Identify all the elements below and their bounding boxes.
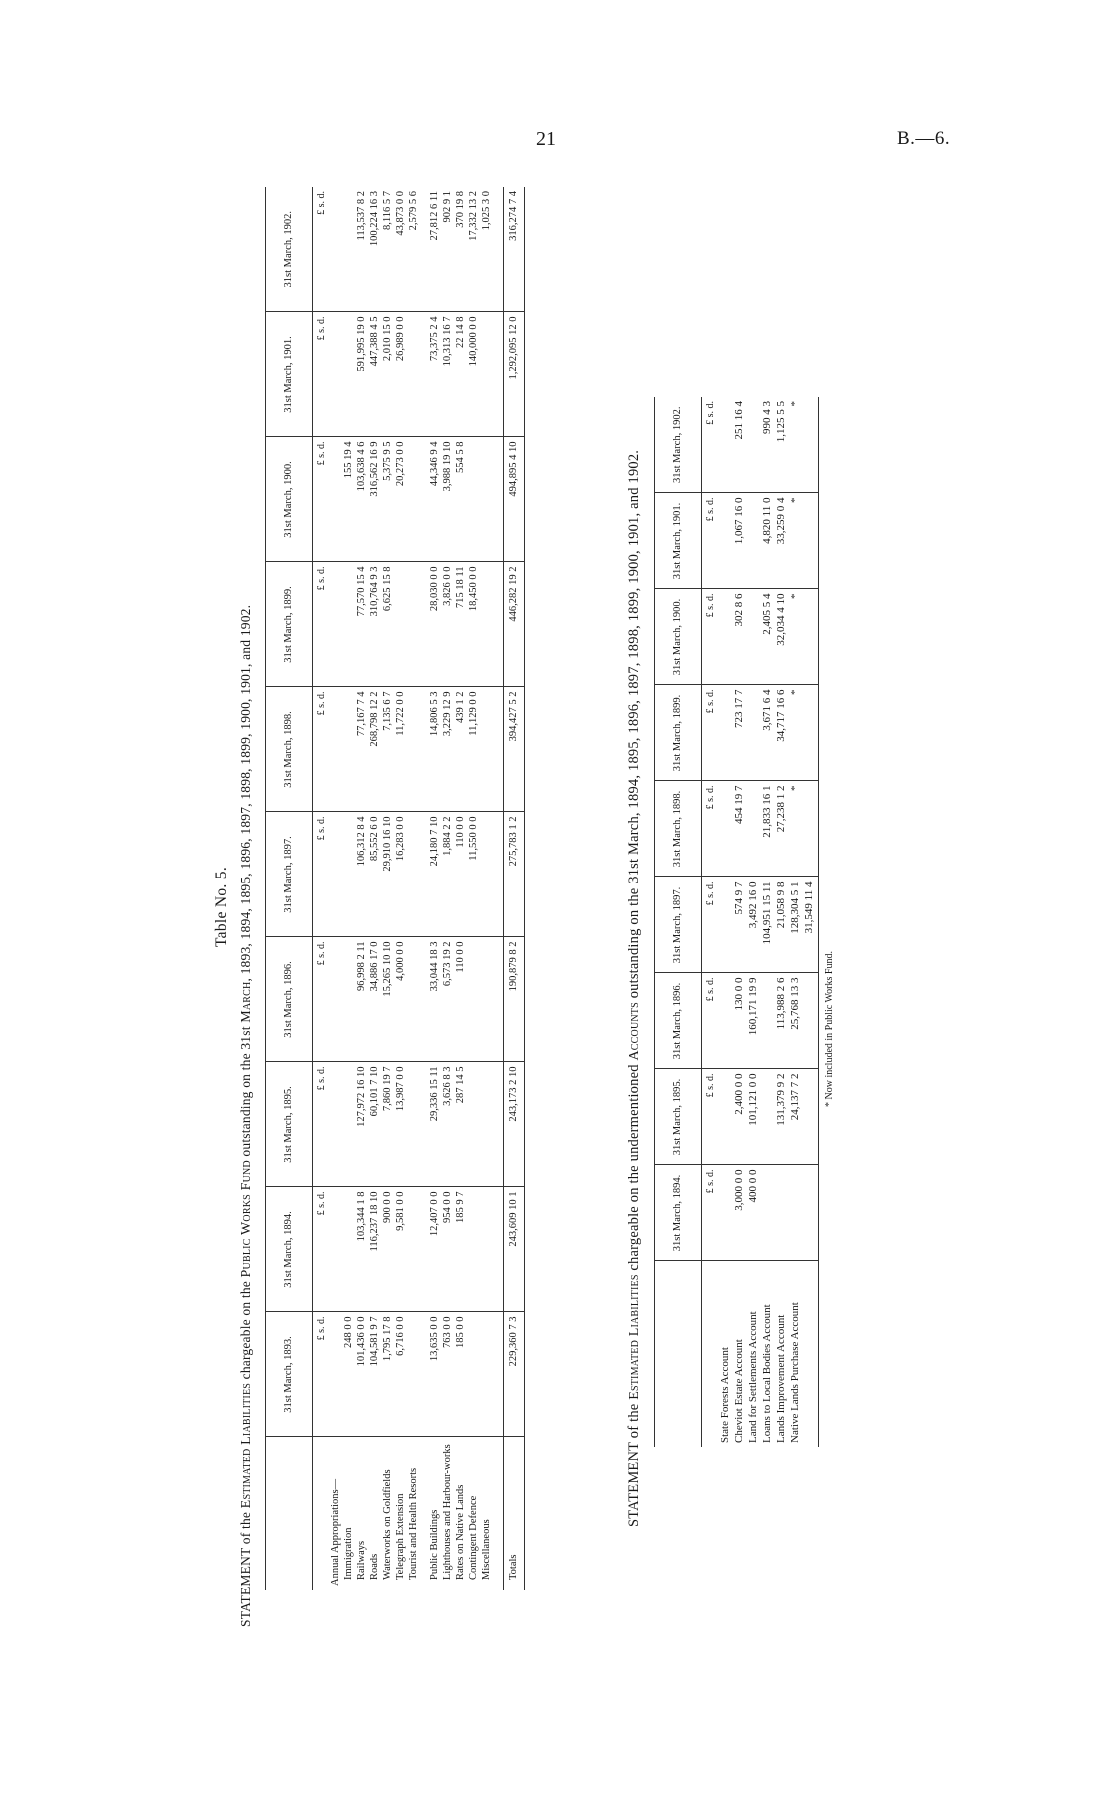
value-cell: 27,238 1 2	[776, 781, 790, 877]
value-cell: 3,000 0 0	[734, 1165, 748, 1261]
spacer-cell	[495, 937, 504, 1062]
value-cell	[482, 312, 495, 437]
value-cell: 2,405 5 4	[762, 589, 776, 685]
value-cell: 248 0 0	[344, 1312, 357, 1437]
value-cell: 3,988 19 10	[443, 437, 456, 562]
group-label: Annual Appropriations—	[330, 1478, 341, 1586]
table-row	[748, 397, 762, 1447]
value-cell	[762, 973, 776, 1069]
units-label-cell	[313, 1437, 332, 1590]
value-cell: 110 0 0	[456, 937, 469, 1062]
units-cell: £ s. d.	[313, 1312, 332, 1437]
spacer-cell	[495, 437, 504, 562]
value-cell: 554 5 8	[456, 437, 469, 562]
value-cell: 25,768 13 3	[790, 973, 804, 1069]
value-cell: 96,998 2 11	[357, 937, 370, 1062]
totals-label: Totals	[504, 1437, 525, 1590]
table-row	[344, 187, 357, 1590]
value-cell: 101,121 0 0	[748, 1069, 762, 1165]
column-header: 31st March, 1896.	[654, 973, 701, 1069]
value-cell: 104,581 9 7	[370, 1312, 383, 1437]
total-cell: 446,282 19 2	[504, 562, 525, 687]
value-cell: 34,886 17 0	[370, 937, 383, 1062]
value-cell: 13,635 0 0	[430, 1312, 443, 1437]
totals-row	[504, 187, 525, 1590]
value-cell	[720, 685, 734, 781]
value-cell: 29,336 15 11	[430, 1062, 443, 1187]
value-cell	[804, 589, 819, 685]
value-cell: 85,552 6 0	[370, 812, 383, 937]
value-cell: 103,638 4 6	[357, 437, 370, 562]
value-cell: 24,180 7 10	[430, 812, 443, 937]
value-cell: 1,795 17 8	[383, 1312, 396, 1437]
spacer-cell	[495, 562, 504, 687]
value-cell	[409, 562, 422, 687]
spacer-cell	[495, 812, 504, 937]
total-cell: 494,895 4 10	[504, 437, 525, 562]
column-header: 31st March, 1899.	[654, 685, 701, 781]
value-cell: 131,379 9 2	[776, 1069, 790, 1165]
units-cell: £ s. d.	[701, 589, 720, 685]
value-cell: 370 19 8	[456, 187, 469, 312]
value-cell	[469, 1062, 482, 1187]
value-cell: *	[790, 397, 804, 493]
total-cell: 243,173 2 10	[504, 1062, 525, 1187]
value-cell: 28,030 0 0	[430, 562, 443, 687]
table-row	[790, 397, 804, 1447]
row-label: Roads	[369, 1553, 380, 1580]
value-cell: 11,550 0 0	[469, 812, 482, 937]
column-header: 31st March, 1898.	[266, 687, 313, 812]
units-cell: £ s. d.	[313, 687, 332, 812]
value-cell	[409, 437, 422, 562]
row-label: Public Buildings	[429, 1509, 440, 1580]
row-label: Loans to Local Bodies Account	[760, 1304, 773, 1443]
value-cell: 1,025 3 0	[482, 187, 495, 312]
value-cell: 591,995 19 0	[357, 312, 370, 437]
units-cell: £ s. d.	[313, 437, 332, 562]
value-cell	[762, 1069, 776, 1165]
value-cell	[720, 493, 734, 589]
group-row	[331, 187, 344, 1590]
value-cell: *	[790, 493, 804, 589]
total-cell: 275,783 1 2	[504, 812, 525, 937]
value-cell: 316,562 16 9	[370, 437, 383, 562]
units-cell: £ s. d.	[701, 1165, 720, 1261]
value-cell: 140,000 0 0	[469, 312, 482, 437]
units-cell: £ s. d.	[701, 1069, 720, 1165]
value-cell: 9,581 0 0	[396, 1187, 409, 1312]
column-header: 31st March, 1900.	[654, 589, 701, 685]
value-cell	[762, 1165, 776, 1261]
value-cell	[469, 1187, 482, 1312]
value-cell: 27,812 6 11	[430, 187, 443, 312]
spacer-cell	[495, 687, 504, 812]
value-cell: 24,137 7 2	[790, 1069, 804, 1165]
table-row	[804, 397, 819, 1447]
value-cell	[482, 562, 495, 687]
spacer-cell	[495, 1062, 504, 1187]
value-cell: 103,344 1 8	[357, 1187, 370, 1312]
spacer-cell	[495, 312, 504, 437]
public-works-liabilities-table	[265, 187, 525, 1590]
page-number: 21	[536, 128, 556, 150]
spacer-cell	[495, 1437, 504, 1590]
value-cell: 113,988 2 6	[776, 973, 790, 1069]
table-row	[776, 397, 790, 1447]
value-cell: 26,989 0 0	[396, 312, 409, 437]
value-cell: *	[790, 589, 804, 685]
value-cell	[482, 937, 495, 1062]
units-cell: £ s. d.	[313, 812, 332, 937]
value-cell: 302 8 6	[734, 589, 748, 685]
column-header: 31st March, 1901.	[266, 312, 313, 437]
column-header: 31st March, 1902.	[654, 397, 701, 493]
value-cell: 3,229 12 9	[443, 687, 456, 812]
value-cell: 2,010 15 0	[383, 312, 396, 437]
value-cell	[804, 1165, 819, 1261]
value-cell	[482, 812, 495, 937]
value-cell	[482, 437, 495, 562]
value-cell	[748, 493, 762, 589]
value-cell: 32,034 4 10	[776, 589, 790, 685]
value-cell: *	[790, 781, 804, 877]
units-cell: £ s. d.	[701, 781, 720, 877]
units-cell: £ s. d.	[701, 397, 720, 493]
value-cell: 77,570 15 4	[357, 562, 370, 687]
row-label: Lands Improvement Account	[774, 1314, 787, 1443]
units-cell: £ s. d.	[313, 312, 332, 437]
value-cell: 104,951 15 11	[762, 877, 776, 973]
total-cell: 229,360 7 3	[504, 1312, 525, 1437]
column-header: 31st March, 1900.	[266, 437, 313, 562]
value-cell: 3,671 6 4	[762, 685, 776, 781]
value-cell: 439 1 2	[456, 687, 469, 812]
value-cell	[409, 687, 422, 812]
value-cell: 116,237 18 10	[370, 1187, 383, 1312]
value-cell: 43,873 0 0	[396, 187, 409, 312]
value-cell	[469, 1312, 482, 1437]
table-title: Table No. 5.	[213, 867, 230, 947]
total-cell: 243,609 10 1	[504, 1187, 525, 1312]
value-cell: 20,273 0 0	[396, 437, 409, 562]
spacer-cell	[495, 187, 504, 312]
value-cell: 17,332 13 2	[469, 187, 482, 312]
units-cell: £ s. d.	[701, 973, 720, 1069]
value-cell: 106,312 8 4	[357, 812, 370, 937]
row-label: Railways	[356, 1540, 367, 1580]
total-cell: 316,274 7 4	[504, 187, 525, 312]
value-cell: 8,116 5 7	[383, 187, 396, 312]
column-header: 31st March, 1901.	[654, 493, 701, 589]
footnote: * Now included in Public Works Fund.	[823, 951, 835, 1107]
accounts-section	[625, 277, 835, 1527]
value-cell: 1,884 2 2	[443, 812, 456, 937]
value-cell	[720, 1165, 734, 1261]
value-cell: 18,450 0 0	[469, 562, 482, 687]
table-5-section	[214, 187, 525, 1627]
value-cell	[748, 397, 762, 493]
value-cell	[804, 781, 819, 877]
value-cell	[720, 397, 734, 493]
value-cell	[804, 685, 819, 781]
value-cell	[790, 1165, 804, 1261]
value-cell: 990 4 3	[762, 397, 776, 493]
value-cell: 6,625 15 8	[383, 562, 396, 687]
units-cell: £ s. d.	[701, 685, 720, 781]
value-cell	[482, 1062, 495, 1187]
row-label: Contingent Defence	[468, 1495, 479, 1580]
value-cell	[748, 685, 762, 781]
value-cell: 2,579 5 6	[409, 187, 422, 312]
value-cell	[720, 1069, 734, 1165]
table-row	[720, 397, 734, 1447]
value-cell: 12,407 0 0	[430, 1187, 443, 1312]
units-cell: £ s. d.	[313, 562, 332, 687]
value-cell	[776, 1165, 790, 1261]
value-cell: 268,798 12 2	[370, 687, 383, 812]
column-header: 31st March, 1902.	[266, 187, 313, 312]
spacer-row	[495, 187, 504, 1590]
table-row	[383, 187, 396, 1590]
value-cell: 763 0 0	[443, 1312, 456, 1437]
row-label: Telegraph Extension	[395, 1493, 406, 1580]
value-cell	[409, 812, 422, 937]
total-cell: 394,427 5 2	[504, 687, 525, 812]
value-cell: 21,058 9 8	[776, 877, 790, 973]
column-header: 31st March, 1897.	[266, 812, 313, 937]
units-cell: £ s. d.	[701, 877, 720, 973]
header-label-cell	[266, 1437, 313, 1590]
value-cell: 6,573 19 2	[443, 937, 456, 1062]
value-cell: 130 0 0	[734, 973, 748, 1069]
spacer-cell	[495, 1187, 504, 1312]
table-row	[409, 187, 422, 1590]
value-cell	[720, 877, 734, 973]
row-label: Land for Settlements Account	[746, 1311, 759, 1443]
column-header: 31st March, 1895.	[654, 1069, 701, 1165]
units-cell: £ s. d.	[313, 1062, 332, 1187]
value-cell	[409, 312, 422, 437]
value-cell	[409, 1062, 422, 1187]
table-row	[443, 187, 456, 1590]
value-cell	[482, 687, 495, 812]
value-cell: 1,125 5 5	[776, 397, 790, 493]
value-cell	[804, 397, 819, 493]
value-cell: 723 17 7	[734, 685, 748, 781]
value-cell	[720, 781, 734, 877]
row-label: Waterworks on Goldfields	[382, 1469, 393, 1580]
value-cell: 287 14 5	[456, 1062, 469, 1187]
value-cell: 5,375 9 5	[383, 437, 396, 562]
units-label-cell	[701, 1261, 720, 1447]
column-header-row	[266, 187, 313, 1590]
value-cell	[804, 493, 819, 589]
value-cell: 11,722 0 0	[396, 687, 409, 812]
value-cell	[482, 1312, 495, 1437]
value-cell: 400 0 0	[748, 1165, 762, 1261]
value-cell: 73,375 2 4	[430, 312, 443, 437]
column-header: 31st March, 1897.	[654, 877, 701, 973]
value-cell: 29,910 16 10	[383, 812, 396, 937]
row-label: State Forests Account	[718, 1347, 731, 1443]
value-cell: 60,101 7 10	[370, 1062, 383, 1187]
column-header-row	[654, 397, 701, 1447]
value-cell	[748, 781, 762, 877]
table-row	[456, 187, 469, 1590]
value-cell: 900 0 0	[383, 1187, 396, 1312]
value-cell: 3,626 8 3	[443, 1062, 456, 1187]
value-cell: 14,806 5 3	[430, 687, 443, 812]
units-cell: £ s. d.	[701, 493, 720, 589]
value-cell: 11,129 0 0	[469, 687, 482, 812]
value-cell: 13,987 0 0	[396, 1062, 409, 1187]
row-label: Miscellaneous	[481, 1519, 492, 1580]
value-cell: 34,717 16 6	[776, 685, 790, 781]
value-cell: 21,833 16 1	[762, 781, 776, 877]
value-cell: 101,436 0 0	[357, 1312, 370, 1437]
table-row	[469, 187, 482, 1590]
table-row	[370, 187, 383, 1590]
total-cell: 1,292,095 12 0	[504, 312, 525, 437]
value-cell: 77,167 7 4	[357, 687, 370, 812]
value-cell: 127,972 16 10	[357, 1062, 370, 1187]
column-header: 31st March, 1895.	[266, 1062, 313, 1187]
value-cell: 6,716 0 0	[396, 1312, 409, 1437]
value-cell: 44,346 9 4	[430, 437, 443, 562]
units-row	[313, 187, 332, 1590]
value-cell: 454 19 7	[734, 781, 748, 877]
value-cell: 954 0 0	[443, 1187, 456, 1312]
value-cell: 128,304 5 1	[790, 877, 804, 973]
table-row	[357, 187, 370, 1590]
value-cell: 3,826 0 0	[443, 562, 456, 687]
value-cell: 185 0 0	[456, 1312, 469, 1437]
row-label: Lighthouses and Harbour-works	[442, 1444, 453, 1580]
units-row	[701, 397, 720, 1447]
value-cell: 160,171 19 9	[748, 973, 762, 1069]
value-cell: 33,259 0 4	[776, 493, 790, 589]
row-label: Cheviot Estate Account	[732, 1339, 745, 1443]
table-row	[762, 397, 776, 1447]
value-cell: 113,537 8 2	[357, 187, 370, 312]
row-label	[804, 1261, 819, 1447]
table-row	[734, 397, 748, 1447]
value-cell	[482, 1187, 495, 1312]
accounts-heading: STATEMENT of the Estimated Liabilities chargeable on the undermentioned Accounts outstanding on the 31st March, 1894, 1895, 1896, 1897, 1898, 1899, 1900, 1901, and 1902.	[626, 449, 642, 1527]
table-row	[430, 187, 443, 1590]
table-row	[396, 187, 409, 1590]
column-header: 31st March, 1893.	[266, 1312, 313, 1437]
value-cell	[804, 1069, 819, 1165]
value-cell	[804, 973, 819, 1069]
units-cell: £ s. d.	[313, 937, 332, 1062]
value-cell: 2,400 0 0	[734, 1069, 748, 1165]
value-cell	[720, 589, 734, 685]
row-label: Tourist and Health Resorts	[408, 1467, 419, 1580]
value-cell	[748, 589, 762, 685]
table-heading: STATEMENT of the Estimated Liabilities chargeable on the Public Works Fund outstanding on the 31st March, 1893, 1894, 1895, 1896, 1897, 1898, 1899, 1900, 1901, and 1902.	[237, 604, 254, 1627]
row-label: Immigration	[343, 1527, 354, 1580]
value-cell: 22 14 8	[456, 312, 469, 437]
value-cell	[409, 1187, 422, 1312]
value-cell: 33,044 18 3	[430, 937, 443, 1062]
value-cell: 100,224 16 3	[370, 187, 383, 312]
value-cell: 251 16 4	[734, 397, 748, 493]
value-cell	[469, 937, 482, 1062]
value-cell: 16,283 0 0	[396, 812, 409, 937]
column-header: 31st March, 1899.	[266, 562, 313, 687]
row-label: Native Lands Purchase Account	[788, 1302, 801, 1443]
value-cell	[720, 973, 734, 1069]
header-label-cell	[654, 1261, 701, 1447]
value-cell: 110 0 0	[456, 812, 469, 937]
column-header: 31st March, 1894.	[654, 1165, 701, 1261]
value-cell: 310,764 9 3	[370, 562, 383, 687]
accounts-liabilities-table	[654, 397, 819, 1447]
value-cell: 4,820 11 0	[762, 493, 776, 589]
value-cell: 447,388 4 5	[370, 312, 383, 437]
total-cell: 190,879 8 2	[504, 937, 525, 1062]
column-header: 31st March, 1898.	[654, 781, 701, 877]
value-cell: *	[790, 685, 804, 781]
value-cell: 4,000 0 0	[396, 937, 409, 1062]
value-cell	[409, 1312, 422, 1437]
column-header: 31st March, 1894.	[266, 1187, 313, 1312]
spacer-cell	[495, 1312, 504, 1437]
value-cell: 10,313 16 7	[443, 312, 456, 437]
value-cell: 31,549 11 4	[804, 877, 819, 973]
document-reference: B.—6.	[897, 128, 951, 149]
units-cell: £ s. d.	[313, 1187, 332, 1312]
value-cell	[469, 437, 482, 562]
row-label: Rates on Native Lands	[455, 1484, 466, 1580]
value-cell: 902 9 1	[443, 187, 456, 312]
value-cell	[396, 562, 409, 687]
value-cell: 7,860 19 7	[383, 1062, 396, 1187]
units-cell: £ s. d.	[313, 187, 332, 312]
spacer-row	[422, 187, 430, 1590]
value-cell: 574 9 7	[734, 877, 748, 973]
value-cell: 155 19 4	[344, 437, 357, 562]
value-cell: 185 9 7	[456, 1187, 469, 1312]
value-cell: 1,067 16 0	[734, 493, 748, 589]
value-cell: 715 18 11	[456, 562, 469, 687]
value-cell	[409, 937, 422, 1062]
table-row	[482, 187, 495, 1590]
value-cell: 3,492 16 0	[748, 877, 762, 973]
value-cell: 15,265 10 10	[383, 937, 396, 1062]
value-cell: 7,135 6 7	[383, 687, 396, 812]
column-header: 31st March, 1896.	[266, 937, 313, 1062]
